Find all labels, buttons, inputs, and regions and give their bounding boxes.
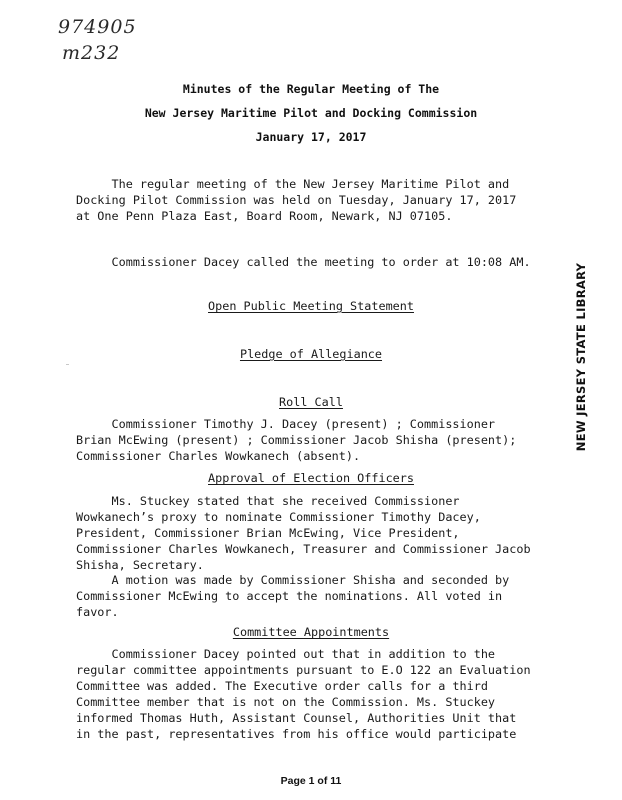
handwritten-call-number: 974905 bbox=[58, 16, 137, 38]
heading-roll-call-text: Roll Call bbox=[279, 395, 343, 409]
heading-roll-call bbox=[0, 394, 622, 410]
election-paragraph-2: A motion was made by Commissioner Shisha and seconded by Commissioner McEwing to accept the nominations. All voted in favor. bbox=[76, 573, 510, 619]
heading-open-public-meeting bbox=[0, 298, 622, 314]
heading-committee-appointments-text: Committee Appointments bbox=[232, 625, 390, 639]
title-date: January 17, 2017 bbox=[255, 130, 367, 144]
roll-call-paragraph: Commissioner Timothy J. Dacey (present) ; Commissioner Brian McEwing (present) ; Commissioner Jacob Shisha (present); Commissioner Charles Wowkanech (absent). bbox=[76, 417, 517, 463]
library-stamp-text: NEW JERSEY STATE LIBRARY bbox=[574, 262, 588, 452]
heading-election-officers bbox=[0, 470, 622, 486]
heading-committee-appointments bbox=[0, 624, 622, 640]
handwritten-shelf-mark: m232 bbox=[62, 42, 121, 64]
title-line-1: Minutes of the Regular Meeting of The bbox=[182, 82, 440, 96]
heading-open-public-meeting-text: Open Public Meeting Statement bbox=[208, 299, 414, 313]
heading-pledge-text: Pledge of Allegiance bbox=[239, 347, 383, 361]
call-to-order-paragraph: Commissioner Dacey called the meeting to order at 10:08 AM. bbox=[76, 255, 531, 269]
library-stamp bbox=[566, 262, 596, 452]
heading-pledge bbox=[0, 346, 622, 362]
title-line-2: New Jersey Maritime Pilot and Docking Commission bbox=[144, 106, 478, 120]
scan-speck bbox=[66, 364, 69, 365]
page-number-footer: Page 1 of 11 bbox=[280, 775, 342, 787]
heading-election-officers-text: Approval of Election Officers bbox=[208, 471, 414, 485]
intro-paragraph: The regular meeting of the New Jersey Maritime Pilot and Docking Pilot Commission was held on Tuesday, January 17, 2017 at One Penn Plaza East, Board Room, Newark, NJ 07105. bbox=[76, 177, 517, 223]
committee-paragraph: Commissioner Dacey pointed out that in addition to the regular committee appointments pursuant to E.O 122 an Evaluation Committee was added. The Executive order calls for a third Committee member that is not on the Commission. Ms. Stuckey informed Thomas Huth, Assistant Counsel, Authorities Unit that in the past, representatives from his office would participate bbox=[76, 647, 531, 741]
election-paragraph-1: Ms. Stuckey stated that she received Commissioner Wowkanech’s proxy to nominate Commissioner Timothy Dacey, President, Commissioner Brian McEwing, Vice President, Commissioner Charles Wowkanech, Treasurer and Commissioner Jacob Shisha, Secretary. bbox=[76, 494, 531, 572]
